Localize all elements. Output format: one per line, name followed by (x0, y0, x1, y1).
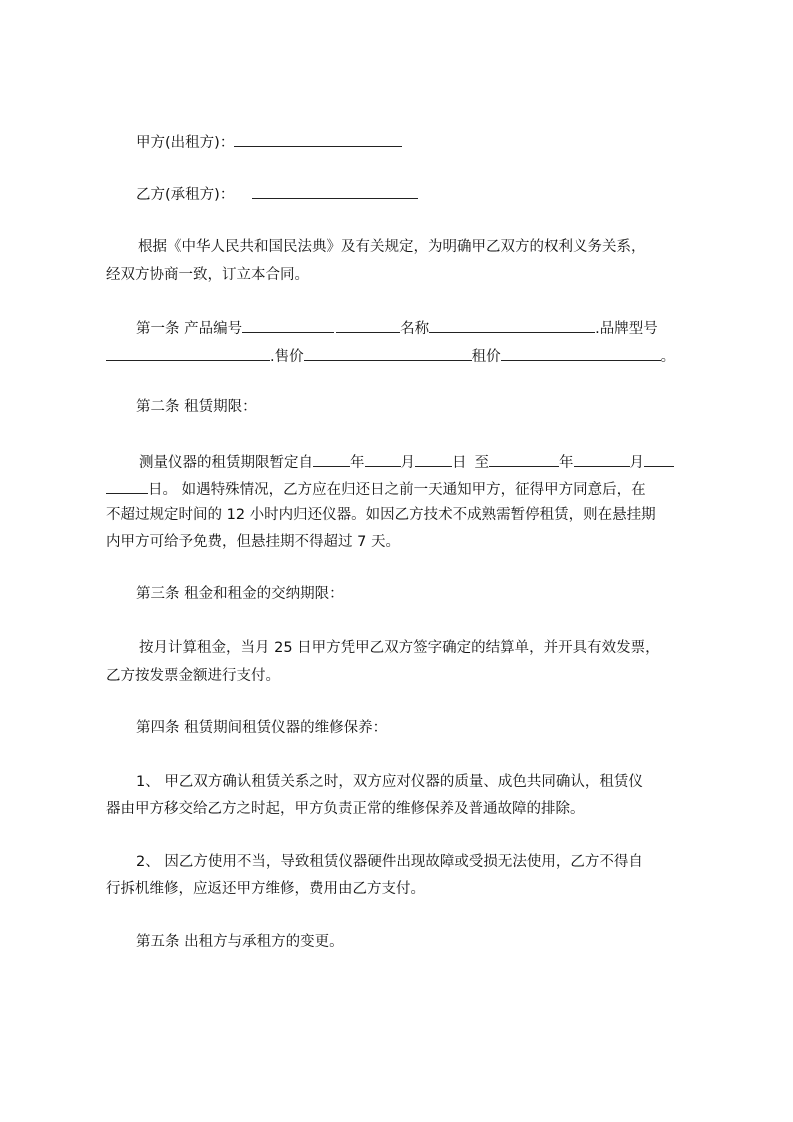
end-day-blank-1[interactable] (644, 450, 674, 467)
brand-model-blank[interactable] (106, 344, 270, 361)
article3-line-1: 按月计算租金，当月 25 日甲方凭甲乙双方签字确定的结算单，并开具有效发票， (139, 640, 660, 656)
article4-item2-line-1: 2、 因乙方使用不当，导致租赁仪器硬件出现故障或受损无法使用，乙方不得自 (136, 854, 643, 870)
start-month-blank[interactable] (365, 450, 401, 467)
start-day-blank[interactable] (415, 450, 452, 467)
start-year-blank[interactable] (313, 450, 350, 467)
party-a-line (136, 130, 402, 152)
article3-heading: 第三条 租金和租金的交纳期限： (136, 586, 344, 602)
end-day-blank-2[interactable] (106, 477, 148, 494)
article4-item2-line-2: 行拆机维修，应返还甲方维修，费用由乙方支付。 (106, 881, 425, 897)
product-name-blank[interactable] (429, 316, 595, 333)
party-a-blank[interactable] (234, 130, 402, 147)
article2-year-1: 年 (350, 455, 365, 471)
article5-heading: 第五条 出租方与承租方的变更。 (136, 934, 344, 950)
preamble-line-1: 根据《中华人民共和国民法典》及有关规定，为明确甲乙双方的权利义务关系， (138, 239, 646, 255)
article2-heading: 第二条 租赁期限： (136, 399, 257, 415)
article4-item1-line-1: 1、 甲乙双方确认租赁关系之时，双方应对仪器的质量、成色共同确认，租赁仪 (136, 774, 643, 790)
price-blank[interactable] (304, 344, 472, 361)
article2-line-1 (139, 450, 700, 472)
party-b-line (136, 182, 418, 204)
article2-month-2: 月 (629, 455, 644, 471)
end-year-blank[interactable] (489, 450, 559, 467)
article1-line-2 (106, 344, 675, 366)
article2-to: 至 (474, 455, 489, 471)
party-b-blank[interactable] (252, 182, 418, 199)
article2-day-1: 日 (452, 455, 467, 471)
article1-rent-label: 租价 (471, 349, 501, 365)
article3-line-2: 乙方按发票金额进行支付。 (106, 668, 280, 684)
article2-start: 测量仪器的租赁期限暂定自 (139, 455, 313, 471)
article1-prefix: 第一条 产品编号 (136, 321, 243, 337)
end-month-blank[interactable] (574, 450, 630, 467)
preamble-line-2: 经双方协商一致，订立本合同。 (106, 267, 309, 283)
product-code-blank-2[interactable] (336, 316, 400, 333)
article1-brand-label: .品牌型号 (595, 321, 658, 337)
article2-line-3: 不超过规定时间的 12 小时内归还仪器。如因乙方技术不成熟需暂停租赁，则在悬挂期 (106, 507, 656, 523)
article2-year-2: 年 (559, 455, 574, 471)
article2-line-4: 内甲方可给予免费，但悬挂期不得超过 7 天。 (106, 534, 400, 550)
rent-blank[interactable] (501, 344, 661, 361)
article1-price-label: .售价 (270, 349, 304, 365)
article1-end: 。 (660, 349, 676, 365)
article2-line-2 (106, 477, 700, 499)
article1-line-1 (136, 316, 700, 338)
article4-heading: 第四条 租赁期间租赁仪器的维修保养： (136, 720, 388, 736)
article4-item1-line-2: 器由甲方移交给乙方之时起，甲方负责正常的维修保养及普通故障的排除。 (106, 801, 585, 817)
article2-line2-text: 日。 如遇特殊情况，乙方应在归还日之前一天通知甲方，征得甲方同意后，在 (148, 482, 646, 498)
article2-month-1: 月 (400, 455, 415, 471)
article1-name-label: 名称 (400, 321, 430, 337)
party-b-label: 乙方(承租方)： (136, 187, 235, 203)
product-code-blank-1[interactable] (242, 316, 334, 333)
party-a-label: 甲方(出租方)： (136, 135, 235, 151)
